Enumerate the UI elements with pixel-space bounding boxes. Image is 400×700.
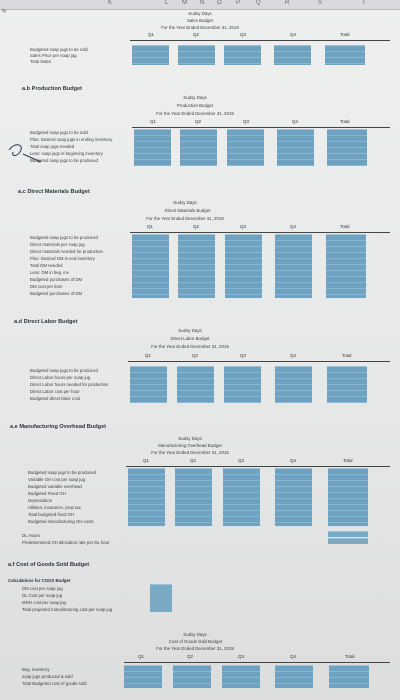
cogs-calc-row: DL Cost per soap jug <box>22 593 63 598</box>
materials-row: Budgeted purchases of DM <box>30 291 83 296</box>
column-letter: N <box>200 0 205 6</box>
cogs-q4: Q4 <box>290 654 297 659</box>
production-cell[interactable] <box>327 129 367 166</box>
oh-rate-cell[interactable] <box>328 538 368 544</box>
production-row: Total soap jugs needed <box>30 144 75 149</box>
sales-cell[interactable] <box>274 45 311 65</box>
labor-cell[interactable] <box>275 366 312 403</box>
cogs-title: Cost of Goods Sold Budget <box>168 639 223 644</box>
sales-q3: Q3 <box>240 32 247 37</box>
production-title: Production Budget <box>176 103 214 108</box>
cogs-row: soap jugs produced & sold <box>22 674 73 679</box>
sales-cell[interactable] <box>132 45 169 65</box>
cogs-cell[interactable] <box>329 665 369 688</box>
production-row: Budgeted soap jugs to be produced <box>30 158 98 163</box>
overhead-cell[interactable] <box>328 468 368 526</box>
overhead-row: Total budgeted fixed OH <box>28 512 75 517</box>
overhead-row: Budgeted variable overhead <box>28 484 82 489</box>
sales-cell[interactable] <box>178 45 215 65</box>
cogs-cell[interactable] <box>173 665 211 688</box>
overhead-section-label: a.e Manufacturing Overhead Budget <box>10 424 107 430</box>
cogs-q2: Q2 <box>187 654 194 659</box>
production-row: Less: soap jugs in beginning inventory <box>30 151 103 156</box>
materials-period: For the Year Ended December 31, 2019 <box>146 216 224 221</box>
overhead-total: Total <box>343 458 353 463</box>
materials-row: Direct materials needed for production <box>30 249 103 254</box>
cogs-row: Total Budgeted cost of goods sold <box>22 681 87 686</box>
sales-q1: Q1 <box>148 32 155 37</box>
column-letter: P <box>236 0 241 6</box>
production-q1: Q1 <box>150 119 157 124</box>
column-header-bar <box>0 0 400 10</box>
labor-title: Direct Labor Budget <box>170 336 210 341</box>
sales-cell[interactable] <box>325 45 365 65</box>
labor-row: Budgeted soap jugs to be produced <box>30 368 98 373</box>
overhead-underline <box>126 466 390 467</box>
materials-cell[interactable] <box>275 234 312 298</box>
materials-section-label: a.c Direct Materials Budget <box>18 189 90 195</box>
labor-cell[interactable] <box>177 366 214 403</box>
labor-q4: Q4 <box>290 353 297 358</box>
production-q4: Q4 <box>292 119 299 124</box>
overhead-cell[interactable] <box>275 468 312 526</box>
column-letter: O <box>217 0 222 6</box>
overhead-q1: Q1 <box>143 458 150 463</box>
materials-title: Direct Materials Budget <box>164 208 211 213</box>
labor-row: Direct Labor hours needed for production <box>30 382 109 387</box>
labor-underline <box>128 361 390 362</box>
labor-row: Direct Labor hours per soap jug <box>30 375 91 380</box>
overhead-q2: Q2 <box>190 458 197 463</box>
materials-row: Direct materials per soap jug <box>30 242 85 247</box>
sales-company: Sudsy Days <box>188 11 212 16</box>
production-q3: Q3 <box>243 119 250 124</box>
cogs-company: Sudsy Days <box>183 632 207 637</box>
sales-underline <box>130 40 390 41</box>
column-letter: L <box>165 0 169 6</box>
labor-company: Sudsy Days <box>178 328 202 333</box>
overhead-q4: Q4 <box>290 458 297 463</box>
column-letter: T <box>362 0 366 6</box>
materials-row: Less: DM in beg. inv <box>30 270 69 275</box>
cogs-cell[interactable] <box>222 665 260 688</box>
sales-cell[interactable] <box>224 45 261 65</box>
materials-q3: Q3 <box>240 224 247 229</box>
materials-cell[interactable] <box>225 234 262 298</box>
materials-cell[interactable] <box>326 234 366 298</box>
oh-dl-hours-cell[interactable] <box>328 531 368 537</box>
cogs-q3: Q3 <box>238 654 245 659</box>
production-company: Sudsy Days <box>183 95 207 100</box>
overhead-title: Manufacturing Overhead Budget <box>158 443 222 448</box>
column-letter: M <box>182 0 187 6</box>
edge-label: ity <box>2 8 7 13</box>
sales-row: Sales Price per soap jug <box>30 53 77 58</box>
labor-period: For the Year Ended December 31, 2019 <box>151 344 229 349</box>
overhead-company: Sudsy Days <box>178 436 202 441</box>
materials-underline <box>130 232 390 233</box>
production-row: Plus: Desired soap jugs in ending inventory <box>30 137 113 142</box>
cogs-cell[interactable] <box>124 665 162 688</box>
column-letter: K <box>108 0 113 6</box>
labor-cell[interactable] <box>327 366 367 403</box>
sales-q4: Q4 <box>290 32 297 37</box>
materials-row: Budgeted soap jugs to be produced <box>30 235 98 240</box>
labor-row: Direct Labor cost per hour <box>30 389 80 394</box>
labor-q2: Q2 <box>192 353 199 358</box>
materials-row: Plus: Desired DM in end inventory <box>30 256 95 261</box>
cogs-period: For the Year Ended December 31, 2019 <box>156 646 234 651</box>
labor-section-label: a.d Direct Labor Budget <box>14 319 78 325</box>
materials-q4: Q4 <box>290 224 297 229</box>
cogs-calc-row: MOH cost per soap jug <box>22 600 66 605</box>
cogs-cell[interactable] <box>275 665 313 688</box>
production-total: Total <box>340 119 350 124</box>
cogs-section-label: a.f Cost of Goods Sold Budget <box>8 562 90 568</box>
sales-total: Total <box>340 32 350 37</box>
materials-row: Budgeted purchases of DM <box>30 277 83 282</box>
cogs-q1: Q1 <box>138 654 145 659</box>
sales-row: Budgeted soap jugs to be sold <box>30 47 88 52</box>
sales-q2: Q2 <box>193 32 200 37</box>
overhead-period: For the Year Ended December 31, 2019 <box>151 450 229 455</box>
production-q2: Q2 <box>195 119 202 124</box>
production-cell[interactable] <box>277 129 314 166</box>
labor-row: Budgeted direct labor cost <box>30 396 80 401</box>
materials-cell[interactable] <box>132 234 169 298</box>
overhead-cell[interactable] <box>223 468 260 526</box>
overhead-row: Budgeted manufacturing OH costs <box>28 519 94 524</box>
cogs-calc-title: Calculations for COGS Budget <box>8 578 71 583</box>
cogs-row: Beg. inventory <box>22 667 50 672</box>
overhead-cell[interactable] <box>128 468 165 526</box>
materials-row: Total DM needed <box>30 263 63 268</box>
labor-total: Total <box>342 353 352 358</box>
materials-q2: Q2 <box>193 224 200 229</box>
cogs-calc-row: DM cost per soap jug <box>22 586 63 591</box>
production-section-label: a.b Production Budget <box>22 86 82 92</box>
column-letter: S <box>318 0 323 6</box>
overhead-q3: Q3 <box>238 458 245 463</box>
production-cell[interactable] <box>227 129 264 166</box>
production-row: Budgeted soap jugs to be sold <box>30 130 88 135</box>
materials-total: Total <box>340 224 350 229</box>
pen-scribble <box>5 140 45 168</box>
column-letter: Q <box>256 0 261 6</box>
overhead-extra-row: Predetermined OH allocation rate per DL hour <box>22 540 110 545</box>
overhead-cell[interactable] <box>175 468 212 526</box>
cogs-underline <box>124 662 390 663</box>
overhead-row: Variable OH cost per soap jug <box>28 477 86 482</box>
production-underline <box>132 127 390 128</box>
overhead-row: Budgeted soap jugs to be produced <box>28 470 96 475</box>
materials-company: Sudsy Days <box>173 200 197 205</box>
production-cell[interactable] <box>134 129 171 166</box>
sales-period: For the Year Ended December 31, 2019 <box>161 25 239 30</box>
cogs-total: Total <box>345 654 355 659</box>
overhead-extra-row: DL Hours <box>22 533 40 538</box>
overhead-row: Budgeted Fixed OH <box>28 491 66 496</box>
cogs-calc-cell[interactable] <box>150 584 172 612</box>
overhead-row: Utilities, insurance, prop tax <box>28 505 81 510</box>
labor-cell[interactable] <box>224 366 261 403</box>
overhead-row: Depreciation <box>28 498 53 503</box>
production-period: For the Year Ended December 31, 2019 <box>156 111 234 116</box>
production-cell[interactable] <box>180 129 217 166</box>
cogs-calc-row: Total projected manufacturing cost per soap jug <box>22 607 113 612</box>
materials-cell[interactable] <box>178 234 215 298</box>
column-letter: R <box>285 0 290 6</box>
materials-row: DM cost per item <box>30 284 63 289</box>
sales-title: Sales Budget <box>186 18 214 23</box>
materials-q1: Q1 <box>147 224 154 229</box>
labor-q1: Q1 <box>145 353 152 358</box>
sales-row: Total Sales <box>30 59 52 64</box>
labor-cell[interactable] <box>130 366 167 403</box>
labor-q3: Q3 <box>240 353 247 358</box>
